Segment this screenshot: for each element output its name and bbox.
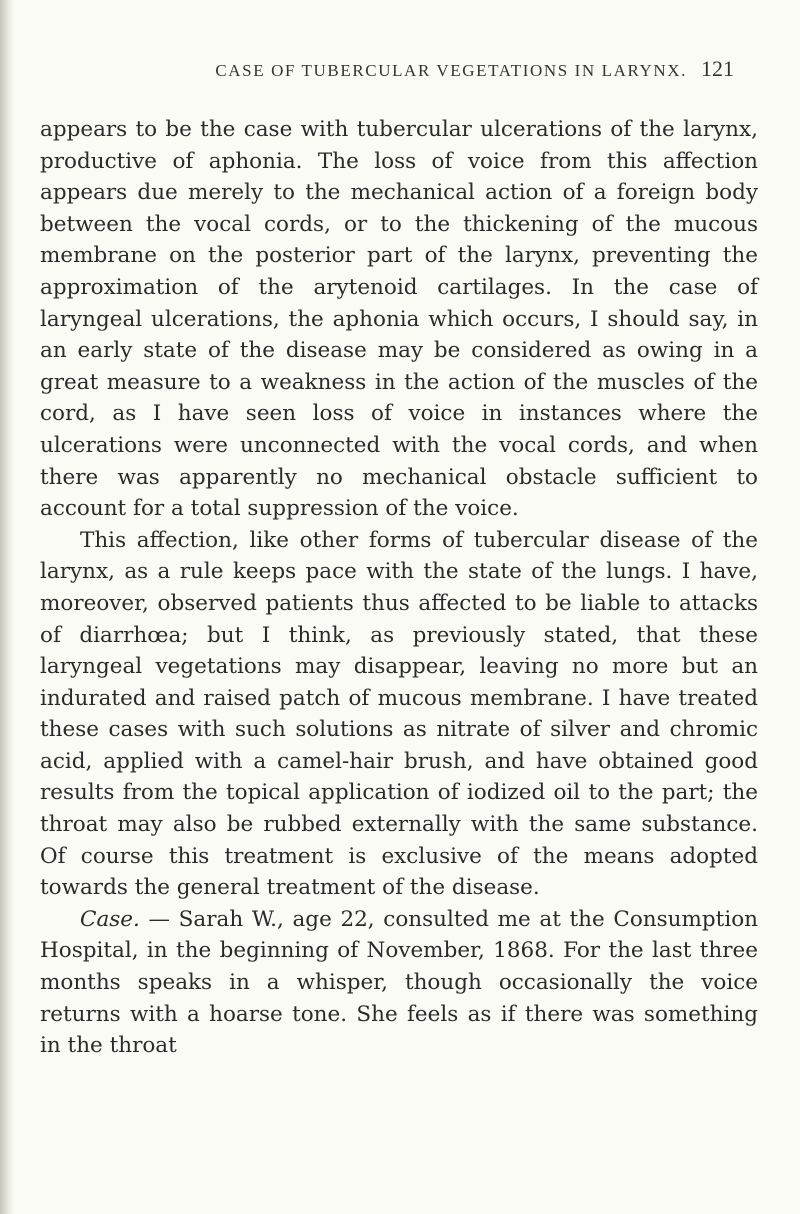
case-text: — Sarah W., age 22, consulted me at the Consumption Hospital, in the beginning of November, 1868. For the last three months speaks in a whisper, though occasionally the voice returns with a hoarse tone. She feels as if there was something in the throat xyxy=(40,906,758,1059)
paragraph-affection: This affection, like other forms of tubercular disease of the larynx, as a rule keeps pace with the state of the lungs. I have, moreover, observed patients thus affected to be liable to attacks of diarrhœa; but I think, as previously stated, that these laryngeal vegetations may disappear, leaving no more but an indurated and raised patch of mucous membrane. I have treated these cases with such solutions as nitrate of silver and chromic acid, applied with a camel-hair brush, and have obtained good results from the topical application of iodized oil to the part; the throat may also be rubbed externally with the same substance. Of course this treatment is exclusive of the means adopted towards the general treatment of the disease. xyxy=(40,527,758,901)
page-edge-shadow xyxy=(0,0,14,1214)
page-number: 121 xyxy=(701,56,734,81)
paragraph-continuation: appears to be the case with tubercular ulcerations of the larynx, productive of aphonia. The loss of voice from this affection appears due merely to the mechanical action of a foreign body between the vocal cords, or to the thickening of the mucous membrane on the posterior part of the larynx, preventing the approximation of the arytenoid cartilages. In the case of laryngeal ulcerations, the aphonia which occurs, I should say, in an early state of the disease may be considered as owing in a great measure to a weakness in the action of the muscles of the cord, as I have seen loss of voice in instances where the ulcerations were unconnected with the vocal cords, and when there was apparently no mechanical obstacle sufficient to account for a total suppression of the voice. xyxy=(40,117,758,522)
body-text xyxy=(40,114,758,1062)
running-header xyxy=(40,56,758,86)
paragraph-case xyxy=(40,904,758,1062)
running-header-title: CASE OF TUBERCULAR VEGETATIONS IN LARYNX. xyxy=(215,61,687,80)
case-label: Case. xyxy=(80,906,140,932)
book-page xyxy=(40,56,758,1062)
